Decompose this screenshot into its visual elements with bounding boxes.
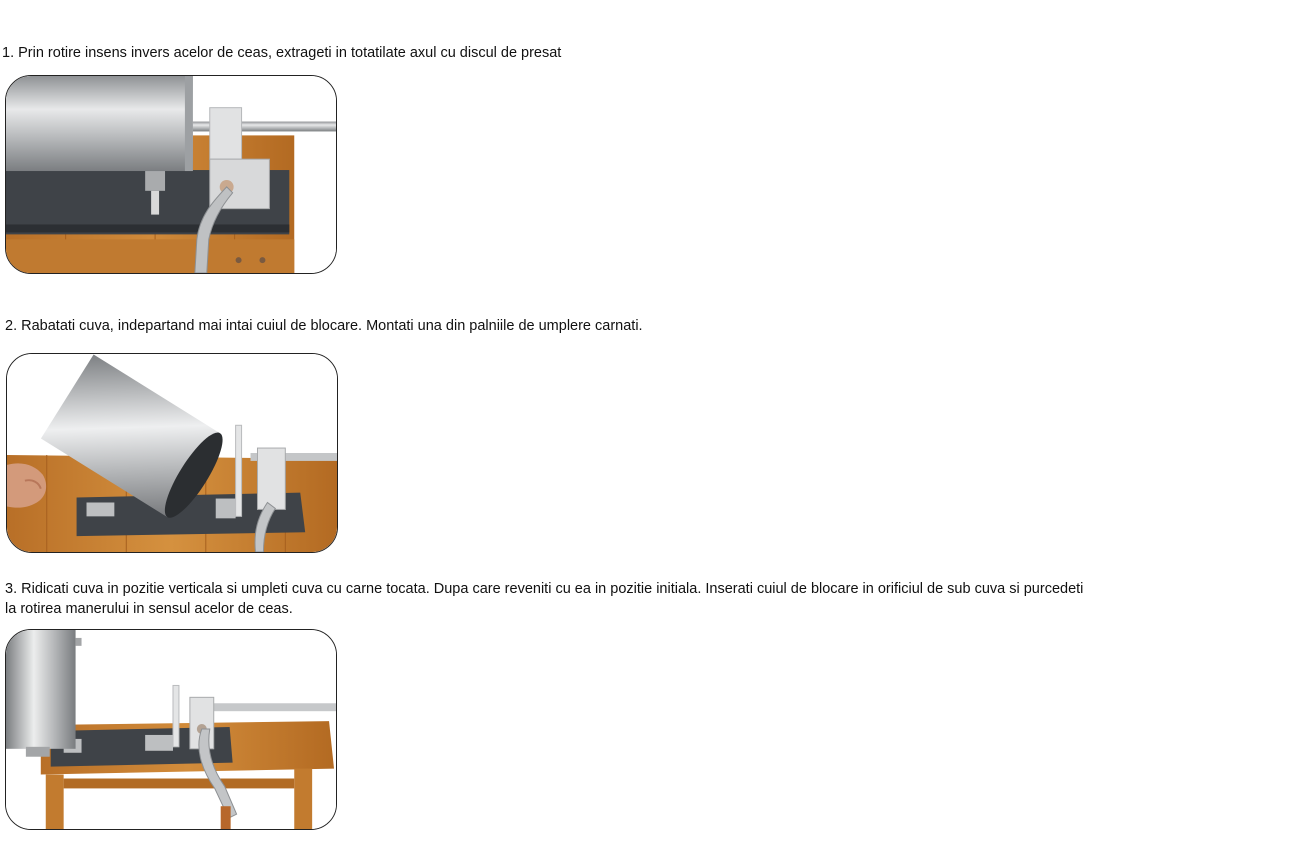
- step-1-photo: [5, 75, 337, 274]
- step-1-illustration: [6, 76, 336, 273]
- step-1-line-1: 1. Prin rotire insens invers acelor de ceas, extrageti in totatilate axul cu discul de presat: [2, 45, 562, 61]
- step-3-line-1: 3. Ridicati cuva in pozitie verticala si umpleti cuva cu carne tocata. Dupa care reveniti cu ea in pozitie initiala. Inserati cuiul de blocare in orificiul de sub cuva si purcedeti: [5, 581, 1084, 597]
- step-2-line-1: 2. Rabatati cuva, indepartand mai intai cuiul de blocare. Montati una din palniile de umplere carnati.: [5, 318, 643, 334]
- step-3-photo: [5, 629, 337, 830]
- step-2-photo: [6, 353, 338, 553]
- step-3-instruction: [5, 579, 1083, 619]
- step-3-illustration: [6, 630, 336, 829]
- step-2-instruction: [5, 316, 643, 336]
- step-3-line-2: la rotirea manerului in sensul acelor de ceas.: [5, 601, 293, 617]
- step-1-instruction: [2, 43, 561, 63]
- step-2-illustration: [7, 354, 337, 552]
